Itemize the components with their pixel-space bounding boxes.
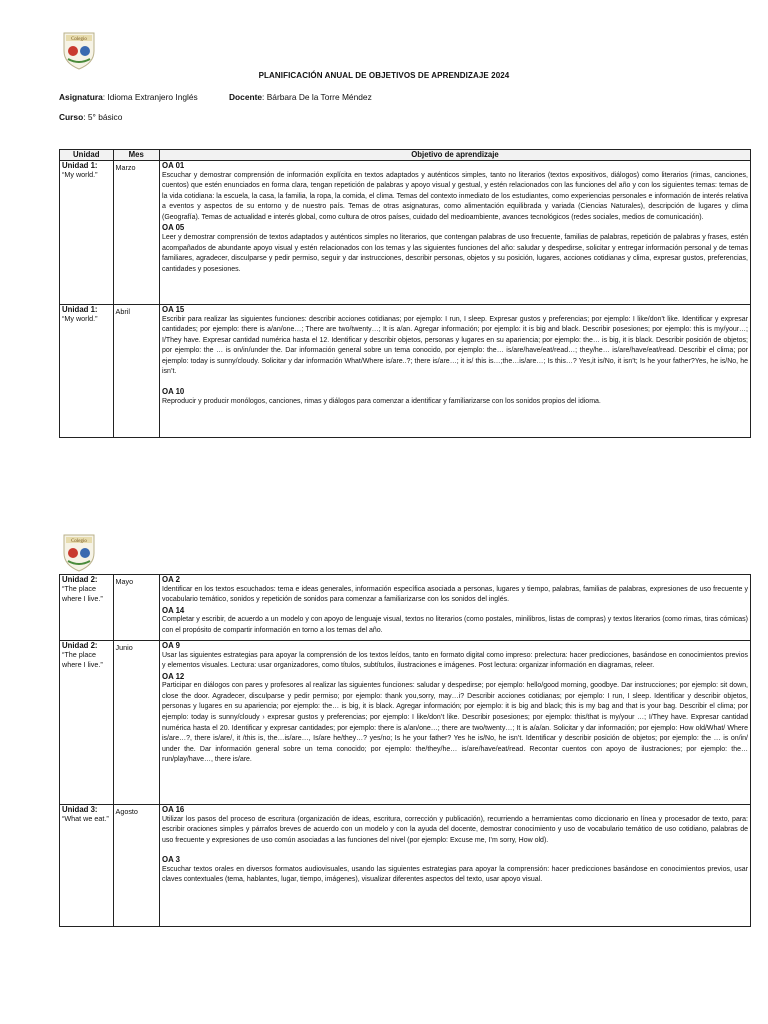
month-label: Agosto	[115, 807, 138, 816]
oa-text: Escribir para realizar las siguientes funciones: describir acciones cotidianas; por ejemplo: I run, I sleep. Expresar gustos y preferencias; por ejemplo: I like/don’t like. Identificar y expresar cantidades; por ejemplo: there is a/an/one…; There are two/twenty…; It is a/an. Agregar información; por ejemplo: it is big and black. Describir posesiones; por ejemplo: this is my/your…; I/They have. Expresar cantidad numérica hasta el 12. Identificar y describir objetos, personas y lugares en su apariencia; por ejemplo: the… is big, it is black. Describir posición de objetos; por ejemplo: the … is on/in/under the. Dar información general sobre un tema conocido, por ejemplo: the… is/are/have/eat/read…; they/he… is/are/have/eat/read. Describir el clima; por ejemplo: today is sunny/cloudy. Solicitar y dar información What/Where is/are..?; there is/are…; it is/ this is…;the…is/are…; Is this…? Yes,it is/No, it isn’t; Is he your father?Yes, he is/No, he isn’t.	[162, 315, 748, 376]
header-unidad: Unidad	[60, 150, 114, 161]
oa-text: Utilizar los pasos del proceso de escritura (organización de ideas, escritura, corrección y publicación), recurriendo a herramientas como diccionario en línea y procesador de texto, para: escribir oraciones simples y párrafos breves de acuerdo con un modelo y con la ayuda del docente, demostrar conocimiento y uso de vocabulario temático de uso cotidiano, palabras de uso frecuente y expresiones de uso común asociadas a las funciones del nivel (por ejemplo: Excuse me, I’m sorry, How old).	[162, 815, 748, 844]
docente-block	[229, 92, 372, 102]
unit-cell	[60, 641, 114, 805]
month-cell	[113, 305, 159, 438]
unit-subtitle: “What we eat.”	[62, 814, 109, 823]
month-cell	[113, 641, 159, 805]
objective-cell	[160, 575, 751, 641]
unit-name: Unidad 2:	[62, 575, 98, 584]
unit-name: Unidad 1:	[62, 161, 98, 170]
objective-cell	[160, 305, 751, 438]
oa-code: OA 01	[162, 161, 185, 170]
table-row	[60, 161, 751, 305]
oa-text: Escuchar y demostrar comprensión de información explícita en textos adaptados y auténticos simples, tanto no literarios (textos expositivos, diálogos) como literarios (rimas, canciones, cuentos) que estén enunciados en forma clara, tengan repetición de palabras y apoyo visual y gestual, y estén relacionados con las funciones del año y con los siguientes temas: temas de la vida cotidiana: la escuela, la casa, la familia, la ropa, la comida, el clima. Temas del contexto inmediato de los estudiantes, como experiencias personales e información de interés relativa a eventos y aspectos de su entorno y de nuestro país. Temas de otras asignaturas, como alimentación equilibrada y variada (Ciencias Naturales), descripción de lugares y clima (Geografía). Temas de actualidad e interés global, como cultura de otros países, cuidado del medioambiente, avances tecnológicos (redes sociales, medios de comunicación).	[162, 171, 748, 221]
table-header-row	[60, 150, 751, 161]
meta-row-curso	[59, 112, 122, 122]
oa-text: Reproducir y producir monólogos, canciones, rimas y diálogos para comenzar a identificar y familiarizarse con los sonidos propios del idioma.	[162, 397, 601, 405]
oa-text: Completar y escribir, de acuerdo a un modelo y con apoyo de lenguaje visual, textos no literarios (como postales, minilibros, listas de compras) y textos literarios (como rimas, tiras cómicas) con el propósito de compartir información en torno a los temas del año.	[162, 616, 748, 634]
month-cell	[113, 161, 159, 305]
unit-name: Unidad 3:	[62, 805, 98, 814]
month-label: Mayo	[115, 577, 134, 586]
objective-cell	[160, 161, 751, 305]
meta-row-asignatura	[59, 92, 372, 102]
objective-cell	[160, 641, 751, 805]
unit-cell	[60, 161, 114, 305]
table-row	[60, 641, 751, 805]
unit-name: Unidad 1:	[62, 305, 98, 314]
oa-code: OA 14	[162, 605, 185, 615]
oa-text: Leer y demostrar comprensión de textos adaptados y auténticos simples no literarios, que contengan palabras de uso frecuente, familias de palabras, repetición de palabras y frases, estén acompañados de abundante apoyo visual y estén relacionados con los temas y las siguientes funciones del año: saludar y despedirse, solicitar y entregar información personal y de temas familiares, agradecer, disculparse y pedir permiso, seguir y dar instrucciones, describir personas, objetos y su posición, lugares, acciones cotidianas y clima, expresar gustos, preferencias, cantidades y posesiones.	[162, 233, 748, 273]
month-cell	[113, 575, 159, 641]
planning-table-page-1	[59, 149, 751, 438]
oa-text: Identificar en los textos escuchados: tema e ideas generales, información específica asociada a personas, lugares y tiempo, palabras, familias de palabras, expresiones de uso frecuente y vocabulario temático, sonidos y repetición de sonidos para comenzar a familiarizarse con los sonidos del inglés.	[162, 585, 748, 604]
month-label: Abril	[115, 307, 130, 316]
oa-code: OA 10	[162, 387, 185, 397]
oa-text: Escuchar textos orales en diversos formatos audiovisuales, usando las siguientes estrategias para apoyar la comprensión: hacer predicciones basándose en conocimientos previos, usar claves contextuales (tema, hablantes, lugar, tiempo, imágenes), visualizar diferentes aspectos del texto, usar apoyo visual.	[162, 865, 748, 884]
unit-subtitle: “The place where I live.”	[62, 584, 103, 603]
header-objetivo: Objetivo de aprendizaje	[160, 150, 751, 161]
header-mes: Mes	[113, 150, 159, 161]
table-row	[60, 305, 751, 438]
unit-cell	[60, 305, 114, 438]
oa-code: OA 9	[162, 641, 180, 650]
school-logo	[58, 531, 100, 573]
oa-code: OA 15	[162, 305, 185, 314]
table-row	[60, 575, 751, 641]
oa-text: Participar en diálogos con pares y profesores al realizar las siguientes funciones: saludar y despedirse; por ejemplo: hello/good morning, goodbye. Dar instrucciones; por ejemplo: sit down, close the door. Agradecer, disculparse y pedir permiso; por ejemplo: thank you,sorry, may…i? Describir acciones cotidianas; por ejemplo: I run, I sleep. Identificar y describir objetos, personas y lugares en su apariencia; por ejemplo: the… is big, it is black. Agregar información; por ejemplo: it is big and black; this is my bag and that is your bag. Describir el clima; por ejemplo: today is sunny/cloudy › expresar gustos y preferencias; por ejemplo: I like/don’t like. Describir posesiones; por ejemplo: this/that is my/your …; I/They have. Expresar cantidad numérica hasta el 20. Identificar y expresar cantidades; por ejemplo: there is a/an/one…; there are two/twenty…; It is a/a/an. Solicitar y dar información; por ejemplo: How old/What/ Where is/are…?, there is/are/, it /this is, the…is/are…, Is/are he/they…? yes/no; Is he your father? Yes he is/No, he isn’t. Identificar y describir posición de objetos; por ejemplo: the … is on/in/ under the. Dar información general sobre un tema conocido; por ejemplo: the/they/he… is/are/have/eat/read. Recontar cuentos con apoyo de ilustraciones; por ejemplo: the…run/play/have…, there is/are.	[162, 682, 748, 764]
unit-name: Unidad 2:	[62, 641, 98, 650]
curso-value: : 5° básico	[83, 112, 123, 122]
curso-label: Curso	[59, 112, 84, 122]
objective-cell	[160, 805, 751, 927]
asignatura-value: : Idioma Extranjero Inglés	[102, 92, 198, 102]
month-label: Junio	[115, 643, 133, 652]
school-crest-icon	[58, 29, 100, 71]
oa-text: Usar las siguientes estrategias para apoyar la comprensión de los textos leídos, tanto en formato digital como impreso: prelectura: hacer predicciones, basándose en conocimientos previos y elementos visuales. Lectura: usar organizadores, como títulos, subtítulos, ilustraciones e imágenes. Post lectura: organizar información en diagramas, releer.	[162, 651, 748, 670]
oa-code: OA 3	[162, 855, 180, 865]
unit-subtitle: “My world.”	[62, 314, 98, 323]
planning-table-page-2	[59, 574, 751, 927]
unit-cell	[60, 805, 114, 927]
oa-code: OA 2	[162, 575, 180, 584]
unit-cell	[60, 575, 114, 641]
docente-label: Docente	[229, 92, 263, 102]
month-label: Marzo	[115, 163, 136, 172]
svg-text:Colegio: Colegio	[71, 539, 87, 544]
school-logo	[58, 29, 100, 71]
asignatura-label: Asignatura	[59, 92, 103, 102]
month-cell	[113, 805, 159, 927]
svg-text:Colegio: Colegio	[71, 37, 87, 42]
unit-subtitle: “The place where I live.”	[62, 650, 103, 669]
unit-subtitle: “My world.”	[62, 170, 98, 179]
docente-value: : Bárbara De la Torre Méndez	[262, 92, 372, 102]
school-crest-icon	[58, 531, 100, 573]
oa-code: OA 05	[162, 223, 185, 233]
page-title: PLANIFICACIÓN ANUAL DE OBJETIVOS DE APRENDIZAJE 2024	[258, 71, 510, 80]
oa-code: OA 12	[162, 671, 185, 681]
oa-code: OA 16	[162, 805, 185, 814]
table-row	[60, 805, 751, 927]
